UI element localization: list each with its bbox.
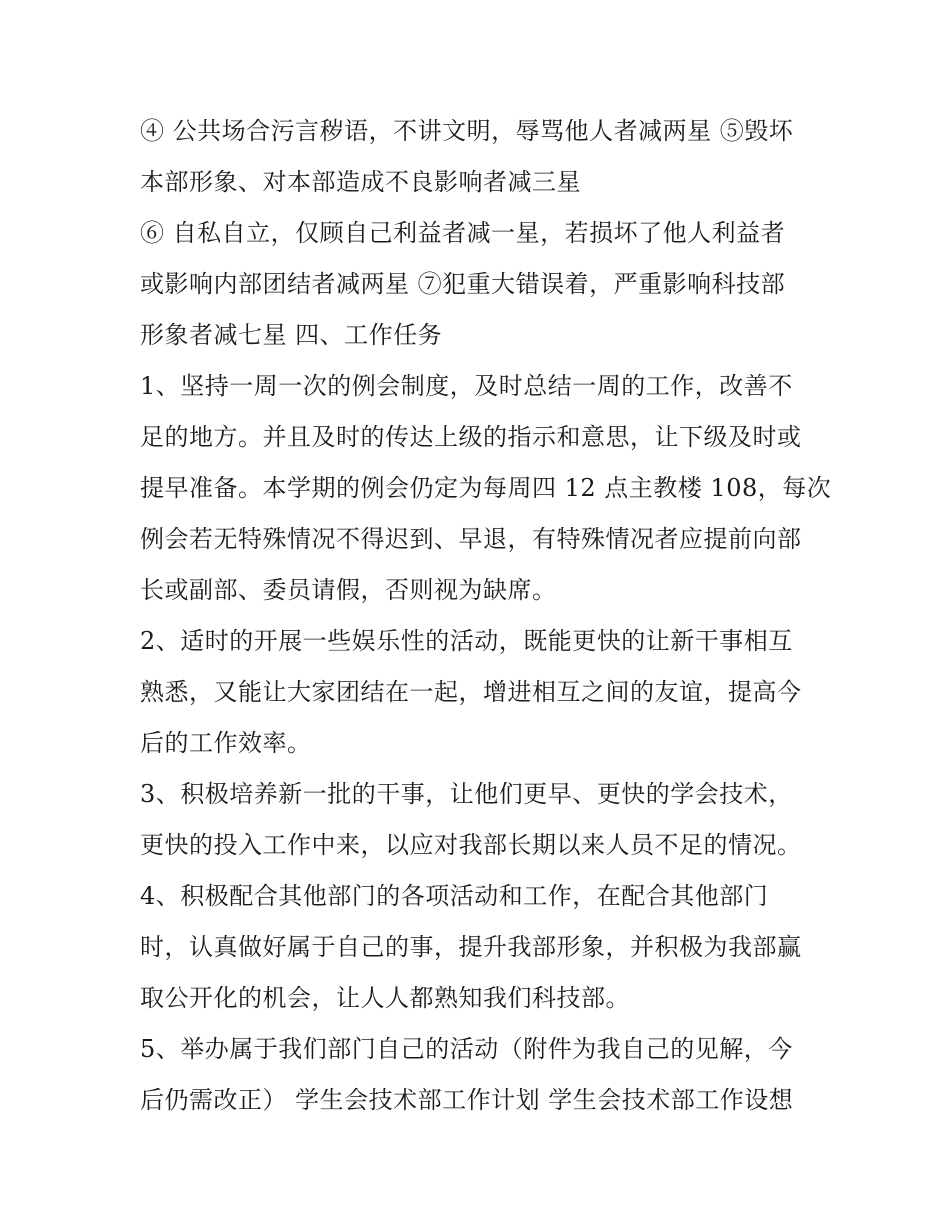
text-line: 取公开化的机会，让人人都熟知我们科技部。 bbox=[140, 984, 630, 1012]
text-line: 长或副部、委员请假，否则视为缺席。 bbox=[140, 576, 557, 604]
text-line: 4、积极配合其他部门的各项活动和工作，在配合其他部门 bbox=[140, 882, 769, 910]
text-line: 2、适时的开展一些娱乐性的活动，既能更快的让新干事相互 bbox=[140, 627, 793, 655]
text-line: 1、坚持一周一次的例会制度，及时总结一周的工作，改善不 bbox=[140, 372, 793, 400]
text-line: 5、举办属于我们部门自己的活动（附件为我自己的见解，今 bbox=[140, 1035, 793, 1063]
text-line: ④ 公共场合污言秽语，不讲文明，辱骂他人者减两星 ⑤毁坏 bbox=[140, 117, 794, 145]
text-line: 或影响内部团结者减两星 ⑦犯重大错误着，严重影响科技部 bbox=[140, 270, 786, 298]
text-line: 本部形象、对本部造成不良影响者减三星 bbox=[140, 168, 581, 196]
text-line: 后仍需改正） 学生会技术部工作计划 学生会技术部工作设想 bbox=[140, 1086, 794, 1114]
text-line: ⑥ 自私自立，仅顾自己利益者减一星，若损坏了他人利益者 bbox=[140, 219, 786, 247]
text-line: 时，认真做好属于自己的事，提升我部形象，并积极为我部赢 bbox=[140, 933, 802, 961]
document-body bbox=[140, 106, 830, 1126]
text-line: 足的地方。并且及时的传达上级的指示和意思，让下级及时或 bbox=[140, 423, 802, 451]
text-line: 提早准备。本学期的例会仍定为每周四 12 点主教楼 108，每次 bbox=[140, 474, 832, 502]
text-line: 熟悉，又能让大家团结在一起，增进相互之间的友谊，提高今 bbox=[140, 678, 802, 706]
text-line: 3、积极培养新一批的干事，让他们更早、更快的学会技术， bbox=[140, 780, 793, 808]
text-line: 形象者减七星 四、工作任务 bbox=[140, 321, 443, 349]
text-line: 更快的投入工作中来，以应对我部长期以来人员不足的情况。 bbox=[140, 831, 802, 859]
text-line: 例会若无特殊情况不得迟到、早退，有特殊情况者应提前向部 bbox=[140, 525, 802, 553]
text-line: 后的工作效率。 bbox=[140, 729, 312, 757]
